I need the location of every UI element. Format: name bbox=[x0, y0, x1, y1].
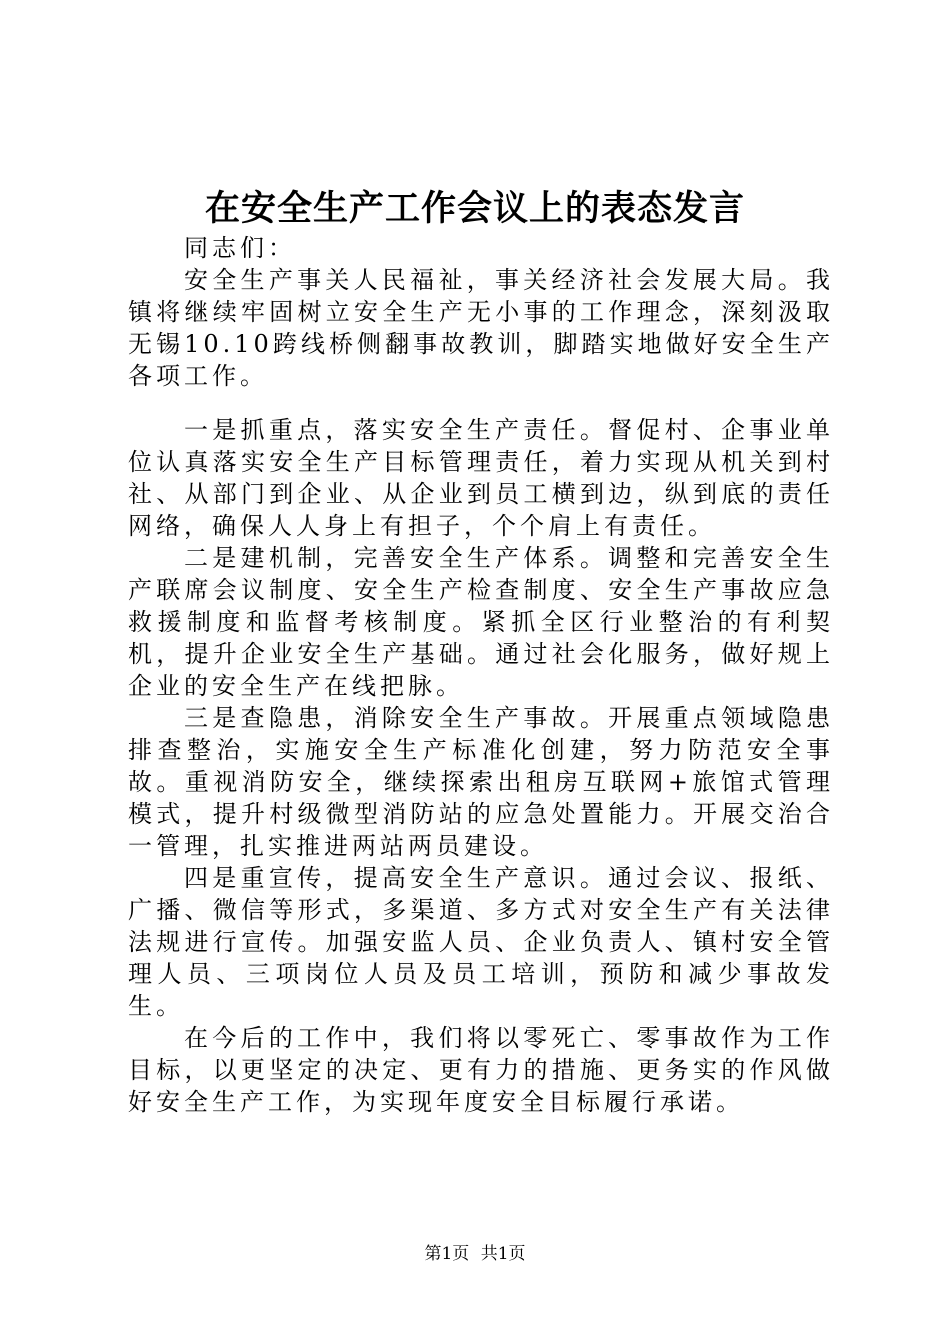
document-title: 在安全生产工作会议上的表态发言 bbox=[204, 188, 745, 229]
paragraph-conclusion: 在今后的工作中，我们将以零死亡、零事故作为工作目标，以更坚定的决定、更有力的措施、更务实的作风做好安全生产工作，为实现年度安全目标履行承诺。 bbox=[128, 1024, 834, 1116]
paragraph-point-four: 四是重宣传，提高安全生产意识。通过会议、报纸、广播、微信等形式，多渠道、多方式对安全生产有关法律法规进行宣传。加强安监人员、企业负责人、镇村安全管理人员、三项岗位人员及员工培训，预防和减少事故发生。 bbox=[128, 864, 834, 1020]
greeting: 同志们： bbox=[184, 234, 296, 262]
paragraph-point-one: 一是抓重点，落实安全生产责任。督促村、企事业单位认真落实安全生产目标管理责任，着力实现从机关到村社、从部门到企业、从企业到员工横到边，纵到底的责任网络，确保人人身上有担子，个个肩上有责任。 bbox=[128, 416, 834, 540]
document-body bbox=[128, 232, 834, 1118]
page-number: 第1页 bbox=[424, 1244, 470, 1264]
paragraph-intro: 安全生产事关人民福祉，事关经济社会发展大局。我镇将继续牢固树立安全生产无小事的工作理念，深刻汲取无锡10.10跨线桥侧翻事故教训，脚踏实地做好安全生产各项工作。 bbox=[128, 266, 834, 390]
paragraph-point-two: 二是建机制，完善安全生产体系。调整和完善安全生产联席会议制度、安全生产检查制度、安全生产事故应急救援制度和监督考核制度。紧抓全区行业整治的有利契机，提升企业安全生产基础。通过社会化服务，做好规上企业的安全生产在线把脉。 bbox=[128, 544, 834, 700]
page-footer bbox=[0, 1242, 950, 1266]
paragraph-point-three: 三是查隐患，消除安全生产事故。开展重点领域隐患排查整治，实施安全生产标准化创建，努力防范安全事故。重视消防安全，继续探索出租房互联网+旅馆式管理模式，提升村级微型消防站的应急处置能力。开展交治合一管理，扎实推进两站两员建设。 bbox=[128, 704, 834, 860]
page-total: 共1页 bbox=[480, 1244, 526, 1264]
